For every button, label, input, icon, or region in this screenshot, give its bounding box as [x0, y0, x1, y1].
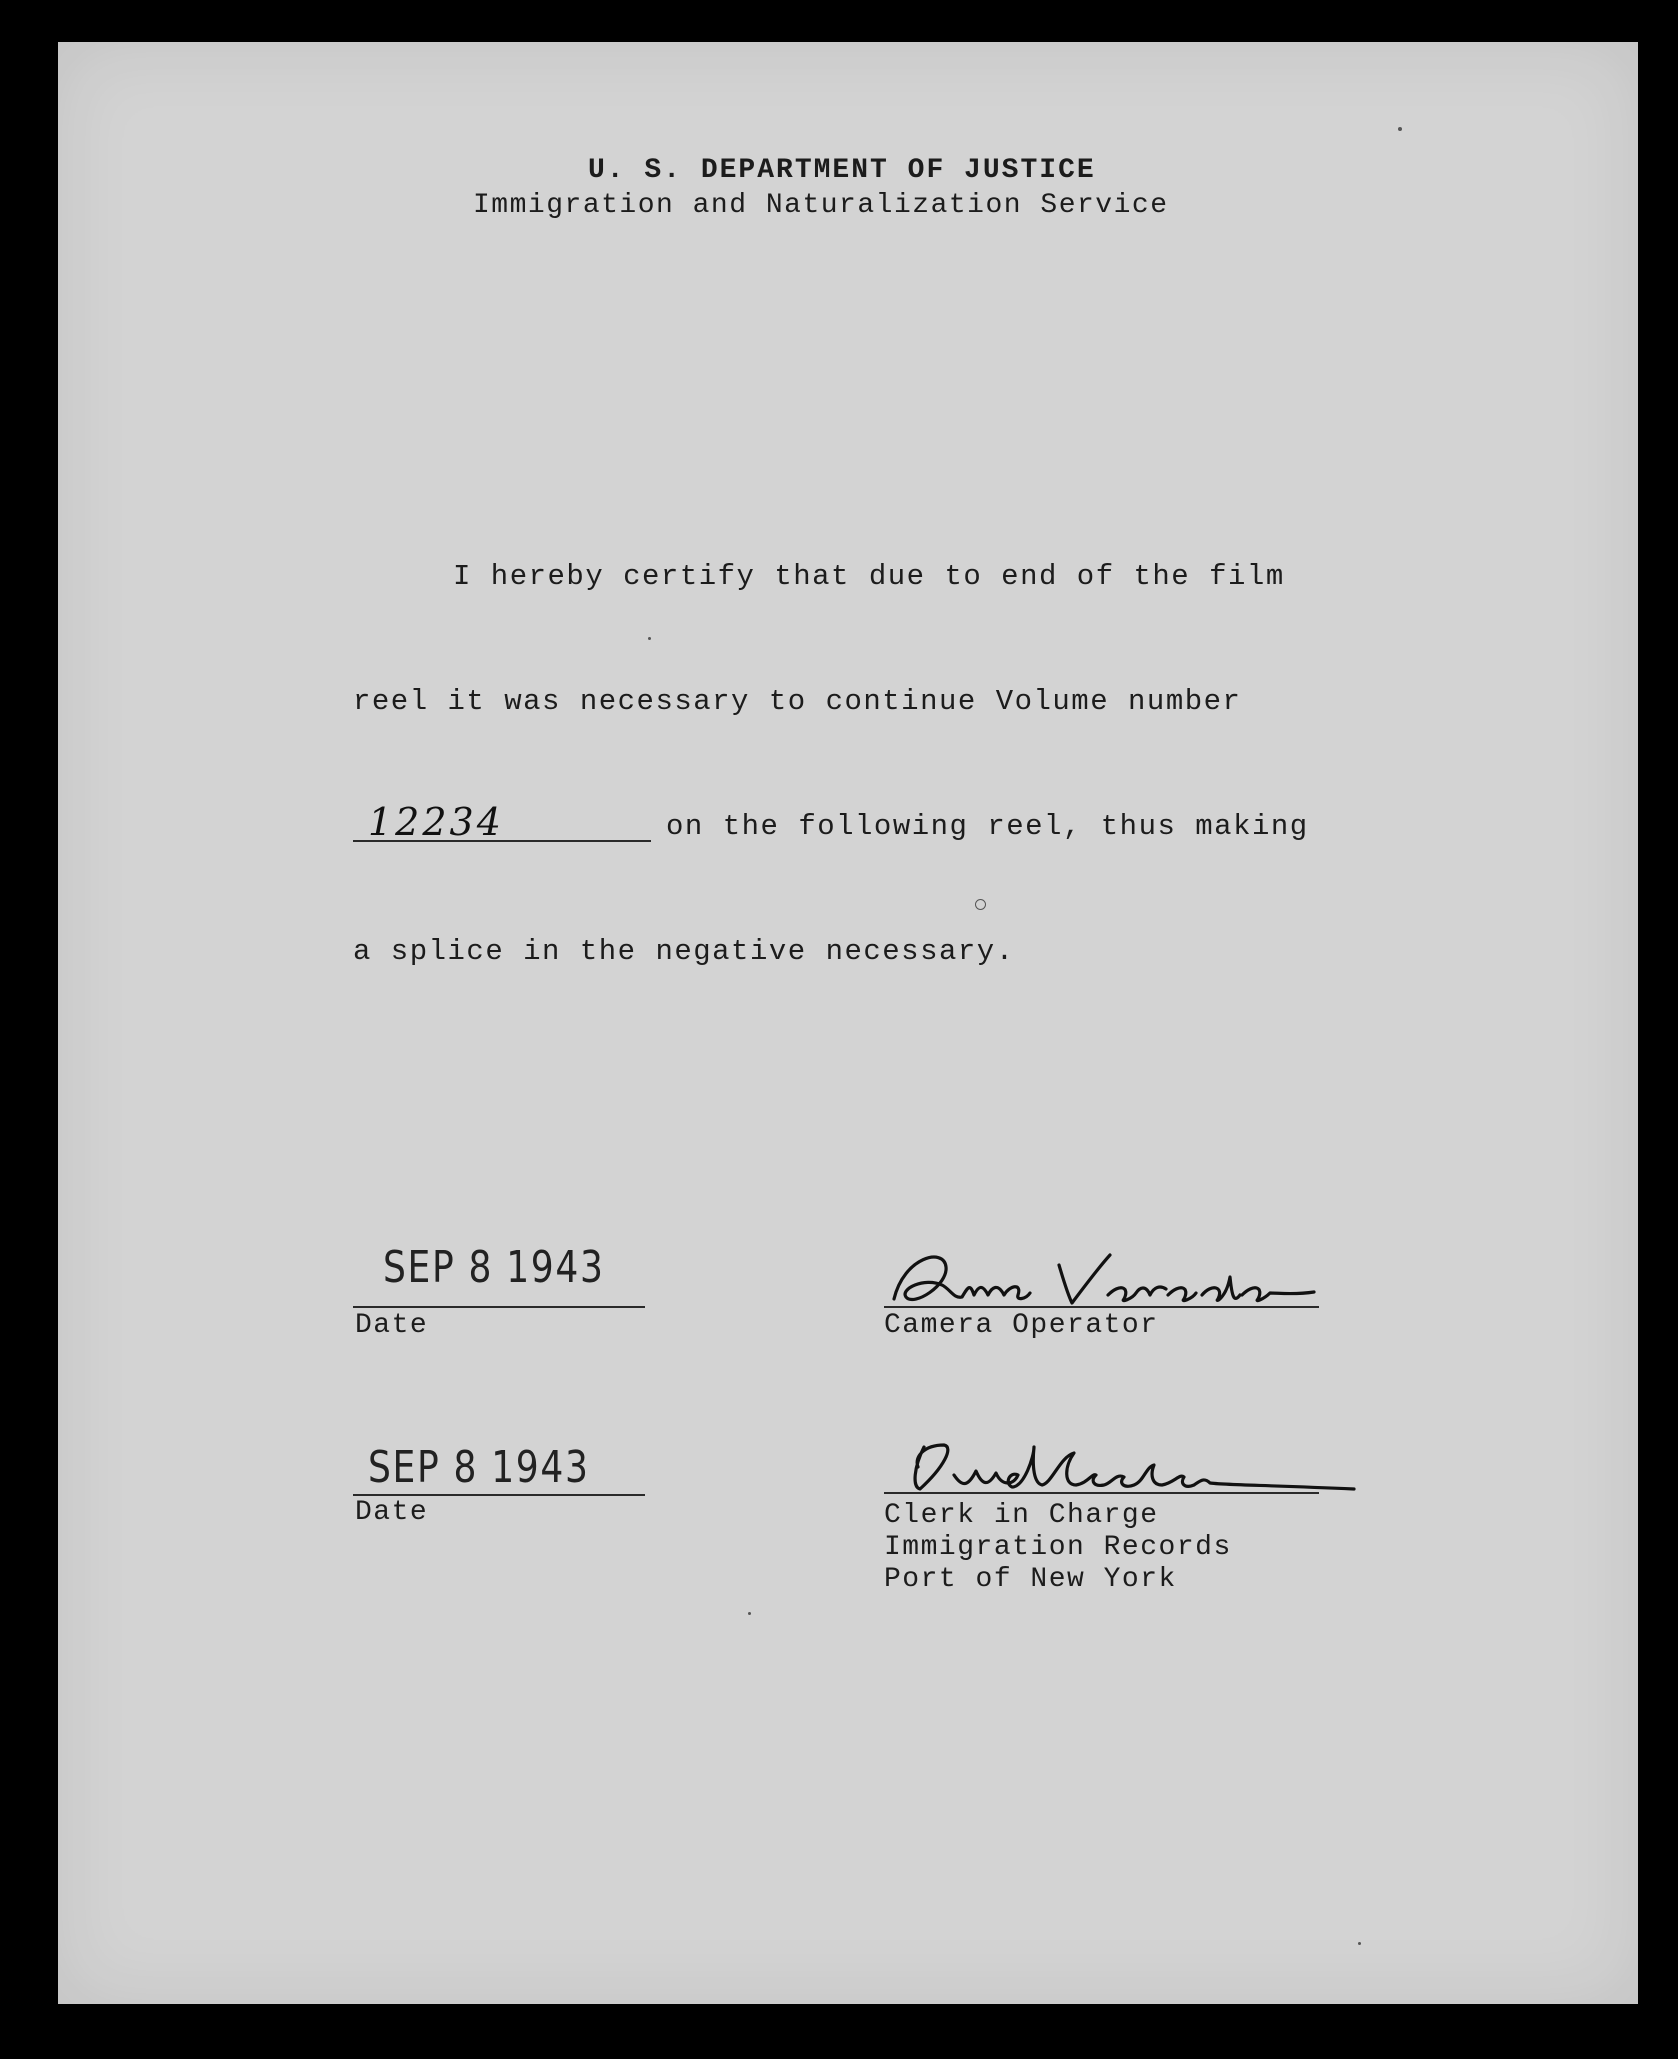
certification-line-4: a splice in the negative necessary.	[353, 935, 1015, 968]
film-speck	[1358, 1942, 1361, 1945]
certification-line-3: on the following reel, thus making	[666, 810, 1309, 843]
camera-operator-label: Camera Operator	[884, 1310, 1159, 1341]
service-heading: Immigration and Naturalization Service	[473, 190, 1169, 221]
signature-underline-camera	[884, 1306, 1319, 1308]
department-heading: U. S. DEPARTMENT OF JUSTICE	[588, 155, 1096, 186]
film-speck	[975, 899, 986, 910]
certification-line-2: reel it was necessary to continue Volume number	[353, 685, 1242, 718]
volume-number: 12234	[368, 800, 504, 844]
date-stamp-clerk: SEP 8 1943	[368, 1442, 590, 1493]
clerk-role-line-2: Immigration Records	[884, 1532, 1232, 1563]
clerk-role-line-1: Clerk in Charge	[884, 1500, 1159, 1531]
film-speck	[748, 1612, 751, 1615]
date-underline-camera	[353, 1306, 645, 1308]
signature-underline-clerk	[884, 1492, 1319, 1494]
film-speck	[1398, 127, 1402, 131]
certification-line-1: I hereby certify that due to end of the film	[453, 560, 1285, 593]
volume-number-underline	[353, 840, 651, 842]
date-label-clerk: Date	[355, 1497, 429, 1528]
film-speck	[648, 637, 651, 640]
document-page	[58, 42, 1638, 2004]
date-underline-clerk	[353, 1494, 645, 1496]
date-stamp-camera: SEP 8 1943	[383, 1242, 605, 1293]
clerk-role-line-3: Port of New York	[884, 1564, 1177, 1595]
date-label-camera: Date	[355, 1310, 429, 1341]
